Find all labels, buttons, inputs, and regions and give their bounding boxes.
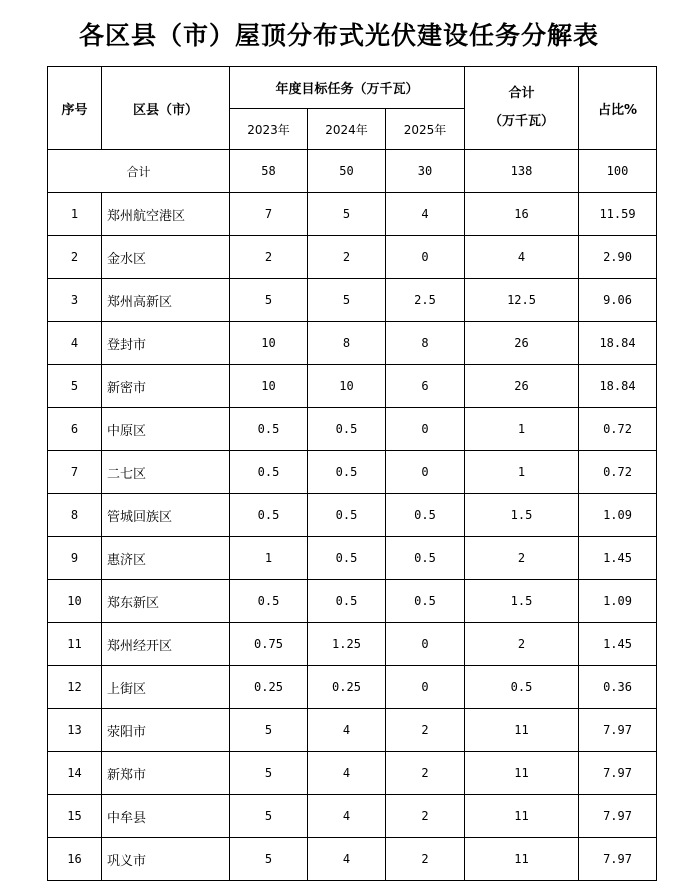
- header-year-2024: 2024年: [308, 109, 386, 150]
- cell-seq: 6: [48, 408, 102, 451]
- header-share: 占比%: [579, 67, 657, 150]
- cell-total: 16: [465, 193, 579, 236]
- page-title: 各区县（市）屋顶分布式光伏建设任务分解表: [78, 21, 599, 50]
- cell-2024: 0.5: [308, 494, 386, 537]
- table-row: [48, 279, 657, 322]
- task-table: [47, 66, 657, 881]
- cell-share: 1.45: [579, 537, 657, 580]
- cell-total: 1: [465, 451, 579, 494]
- cell-district: 郑州高新区: [102, 279, 230, 322]
- cell-2025: 6: [386, 365, 465, 408]
- cell-seq: 4: [48, 322, 102, 365]
- cell-2025: 0: [386, 451, 465, 494]
- cell-total: 12.5: [465, 279, 579, 322]
- cell-district: 新密市: [102, 365, 230, 408]
- cell-2023: 5: [230, 709, 308, 752]
- cell-2023: 0.5: [230, 580, 308, 623]
- cell-total: 4: [465, 236, 579, 279]
- cell-2023: 5: [230, 279, 308, 322]
- cell-2024: 1.25: [308, 623, 386, 666]
- cell-2024: 4: [308, 709, 386, 752]
- cell-2024: 10: [308, 365, 386, 408]
- cell-2025: 0.5: [386, 537, 465, 580]
- cell-2025: 2: [386, 838, 465, 881]
- cell-share: 11.59: [579, 193, 657, 236]
- cell-share: 7.97: [579, 838, 657, 881]
- cell-2023: 7: [230, 193, 308, 236]
- cell-seq: 7: [48, 451, 102, 494]
- total-2024: 50: [308, 150, 386, 193]
- cell-total: 11: [465, 709, 579, 752]
- cell-2025: 0: [386, 666, 465, 709]
- header-district: 区县（市）: [102, 67, 230, 150]
- cell-seq: 1: [48, 193, 102, 236]
- cell-seq: 5: [48, 365, 102, 408]
- cell-2025: 2: [386, 795, 465, 838]
- cell-total: 1.5: [465, 580, 579, 623]
- total-2025: 30: [386, 150, 465, 193]
- cell-share: 18.84: [579, 365, 657, 408]
- cell-district: 金水区: [102, 236, 230, 279]
- table-row: [48, 408, 657, 451]
- table-row: [48, 451, 657, 494]
- table-row: [48, 236, 657, 279]
- cell-district: 新郑市: [102, 752, 230, 795]
- cell-seq: 11: [48, 623, 102, 666]
- cell-2024: 4: [308, 752, 386, 795]
- header-year-2023: 2023年: [230, 109, 308, 150]
- cell-2025: 2: [386, 752, 465, 795]
- total-2023: 58: [230, 150, 308, 193]
- cell-district: 郑州经开区: [102, 623, 230, 666]
- cell-2024: 5: [308, 193, 386, 236]
- table-row: [48, 709, 657, 752]
- cell-district: 登封市: [102, 322, 230, 365]
- cell-2023: 5: [230, 752, 308, 795]
- table-row: [48, 193, 657, 236]
- cell-2023: 0.5: [230, 408, 308, 451]
- cell-2023: 10: [230, 322, 308, 365]
- cell-district: 中牟县: [102, 795, 230, 838]
- cell-seq: 10: [48, 580, 102, 623]
- cell-2023: 0.5: [230, 494, 308, 537]
- cell-district: 郑州航空港区: [102, 193, 230, 236]
- table-row: [48, 365, 657, 408]
- table-row: [48, 494, 657, 537]
- total-share: 100: [579, 150, 657, 193]
- table-row: [48, 623, 657, 666]
- cell-share: 7.97: [579, 795, 657, 838]
- cell-2025: 2: [386, 709, 465, 752]
- header-total: [465, 67, 579, 150]
- cell-total: 2: [465, 623, 579, 666]
- cell-share: 0.72: [579, 451, 657, 494]
- cell-2023: 5: [230, 838, 308, 881]
- cell-2024: 0.5: [308, 537, 386, 580]
- cell-2024: 0.25: [308, 666, 386, 709]
- table-row: [48, 666, 657, 709]
- cell-total: 2: [465, 537, 579, 580]
- cell-total: 1: [465, 408, 579, 451]
- cell-total: 11: [465, 838, 579, 881]
- header-annual-target: 年度目标任务（万千瓦）: [230, 67, 465, 109]
- table-row: [48, 838, 657, 881]
- cell-district: 荥阳市: [102, 709, 230, 752]
- cell-share: 2.90: [579, 236, 657, 279]
- cell-seq: 13: [48, 709, 102, 752]
- cell-2025: 8: [386, 322, 465, 365]
- cell-2023: 2: [230, 236, 308, 279]
- cell-district: 管城回族区: [102, 494, 230, 537]
- cell-seq: 14: [48, 752, 102, 795]
- cell-district: 二七区: [102, 451, 230, 494]
- cell-2025: 4: [386, 193, 465, 236]
- header-total-unit: （万千瓦）: [489, 114, 555, 129]
- cell-2024: 5: [308, 279, 386, 322]
- cell-2023: 1: [230, 537, 308, 580]
- cell-share: 1.45: [579, 623, 657, 666]
- cell-total: 26: [465, 365, 579, 408]
- cell-2024: 0.5: [308, 408, 386, 451]
- cell-2025: 0: [386, 408, 465, 451]
- header-total-label: 合计: [508, 86, 535, 101]
- cell-total: 1.5: [465, 494, 579, 537]
- header-seq: 序号: [48, 67, 102, 150]
- table-row: [48, 537, 657, 580]
- cell-share: 18.84: [579, 322, 657, 365]
- cell-seq: 16: [48, 838, 102, 881]
- cell-2024: 4: [308, 838, 386, 881]
- cell-seq: 2: [48, 236, 102, 279]
- cell-share: 9.06: [579, 279, 657, 322]
- total-sum: 138: [465, 150, 579, 193]
- cell-district: 郑东新区: [102, 580, 230, 623]
- cell-district: 惠济区: [102, 537, 230, 580]
- cell-seq: 12: [48, 666, 102, 709]
- cell-2023: 0.25: [230, 666, 308, 709]
- cell-2023: 0.5: [230, 451, 308, 494]
- cell-total: 0.5: [465, 666, 579, 709]
- cell-2023: 0.75: [230, 623, 308, 666]
- cell-2023: 5: [230, 795, 308, 838]
- cell-2023: 10: [230, 365, 308, 408]
- total-row: [48, 150, 657, 193]
- cell-2024: 2: [308, 236, 386, 279]
- cell-2025: 2.5: [386, 279, 465, 322]
- cell-total: 11: [465, 795, 579, 838]
- cell-share: 7.97: [579, 752, 657, 795]
- cell-share: 1.09: [579, 494, 657, 537]
- cell-seq: 9: [48, 537, 102, 580]
- cell-share: 0.72: [579, 408, 657, 451]
- total-label: 合计: [48, 150, 230, 193]
- cell-total: 11: [465, 752, 579, 795]
- cell-2024: 4: [308, 795, 386, 838]
- cell-district: 上街区: [102, 666, 230, 709]
- cell-2024: 0.5: [308, 451, 386, 494]
- cell-2025: 0.5: [386, 494, 465, 537]
- table-row: [48, 322, 657, 365]
- cell-2025: 0.5: [386, 580, 465, 623]
- cell-2025: 0: [386, 623, 465, 666]
- header-year-2025: 2025年: [386, 109, 465, 150]
- header-row-1: [48, 67, 657, 109]
- cell-seq: 15: [48, 795, 102, 838]
- cell-share: 7.97: [579, 709, 657, 752]
- cell-district: 巩义市: [102, 838, 230, 881]
- cell-2024: 8: [308, 322, 386, 365]
- cell-2024: 0.5: [308, 580, 386, 623]
- cell-seq: 3: [48, 279, 102, 322]
- cell-seq: 8: [48, 494, 102, 537]
- cell-district: 中原区: [102, 408, 230, 451]
- cell-total: 26: [465, 322, 579, 365]
- table-row: [48, 795, 657, 838]
- table-row: [48, 752, 657, 795]
- cell-share: 0.36: [579, 666, 657, 709]
- cell-share: 1.09: [579, 580, 657, 623]
- cell-2025: 0: [386, 236, 465, 279]
- table-row: [48, 580, 657, 623]
